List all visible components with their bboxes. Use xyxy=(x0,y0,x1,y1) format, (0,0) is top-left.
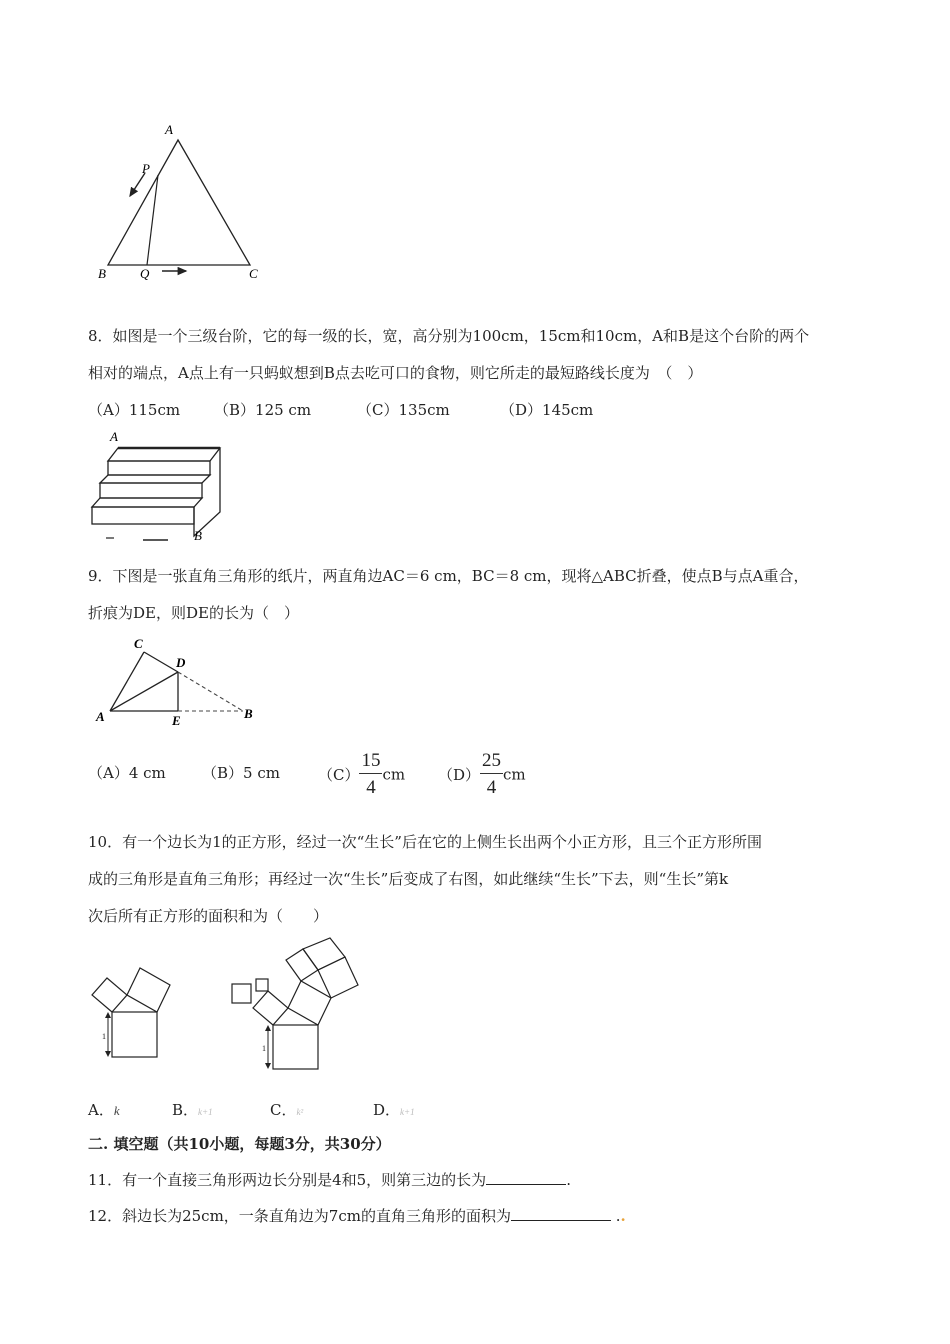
q12-end: . xyxy=(610,1207,621,1225)
figure-growth-2 xyxy=(226,935,386,1070)
q9-option-a: （A）4 cm xyxy=(88,764,166,782)
fold-label-d: D xyxy=(176,655,186,670)
fold-label-c: C xyxy=(134,636,143,651)
q10-option-a xyxy=(88,1099,120,1120)
label-a: A xyxy=(165,122,173,137)
q10-option-b-expr: k+1 xyxy=(198,1107,213,1117)
growth-1-side-label: 1 xyxy=(102,1032,106,1041)
section-heading-fill-in: 二. 填空题（共10小题，每题3分，共30分） xyxy=(88,1135,391,1153)
growth-2-side-label: 1 xyxy=(262,1044,266,1053)
q8-option-d: （D）145cm xyxy=(500,401,594,419)
segment-pq xyxy=(147,175,158,265)
q11 xyxy=(88,1170,571,1190)
q10-line-2: 成的三角形是直角三角形；再经过一次“生长”后变成了右图，如此继续“生长”下去，则“生长”第k xyxy=(88,870,729,888)
q8-line-1: 8．如图是一个三级台阶，它的每一级的长，宽，高分别为100cm，15cm和10cm，A和B是这个台阶的两个 xyxy=(88,327,810,345)
q10-option-c-prefix: C． xyxy=(270,1101,297,1119)
q10-option-c-expr: k² xyxy=(296,1107,304,1117)
label-q: Q xyxy=(140,266,150,281)
q11-text: 11．有一个直接三角形两边长分别是4和5，则第三边的长为 xyxy=(88,1171,487,1189)
q8-option-b: （B）125 cm xyxy=(214,401,312,419)
figure-stairs xyxy=(88,428,248,542)
q9-option-d-numerator: 25 xyxy=(480,750,503,774)
figure-fold-triangle xyxy=(90,634,270,730)
q8-option-c: （C）135cm xyxy=(357,401,450,419)
q9-line-2: 折痕为DE，则DE的长为（ ） xyxy=(88,604,299,622)
arrow-p-icon xyxy=(130,173,145,196)
q9-option-c-numerator: 15 xyxy=(359,750,382,774)
q9-option-d-prefix: （D） xyxy=(438,766,481,784)
fold-label-b: B xyxy=(244,706,253,721)
q9-option-c xyxy=(318,750,405,799)
q9-option-d-denominator: 4 xyxy=(486,777,497,798)
q8-line-2: 相对的端点，A点上有一只蚂蚁想到B点去吃可口的食物，则它所走的最短路线长度为 （ ） xyxy=(88,364,703,382)
q9-option-d-fraction xyxy=(480,750,503,799)
q10-option-d-prefix: D． xyxy=(373,1101,401,1119)
q9-option-c-denominator: 4 xyxy=(366,777,376,798)
figure-growth-1 xyxy=(88,955,188,1065)
q8-option-a: （A）115cm xyxy=(88,401,181,419)
q9-option-c-unit: cm xyxy=(382,765,406,784)
q12 xyxy=(88,1206,626,1226)
stairs-label-a: A xyxy=(110,429,118,444)
q9-option-d xyxy=(438,750,526,799)
q10-option-d-expr: k+1 xyxy=(400,1107,415,1117)
q10-option-a-prefix: A． xyxy=(88,1101,114,1119)
q10-line-1: 10．有一个边长为1的正方形，经过一次“生长”后在它的上侧生长出两个小正方形，且三个正方形所围 xyxy=(88,833,762,851)
triangle-abc xyxy=(108,140,250,265)
q10-option-b xyxy=(172,1099,213,1120)
q10-option-a-expr: k xyxy=(113,1103,120,1118)
q12-orange-dot: . xyxy=(620,1207,626,1225)
q10-option-c xyxy=(270,1099,303,1120)
q10-line-3: 次后所有正方形的面积和为（ ） xyxy=(88,907,329,925)
q9-option-c-fraction xyxy=(359,750,382,799)
q12-text: 12．斜边长为25cm，一条直角边为7cm的直角三角形的面积为 xyxy=(88,1207,511,1225)
q10-option-d xyxy=(373,1099,415,1120)
figure-triangle-apq xyxy=(90,118,280,288)
q9-option-b: （B）5 cm xyxy=(202,764,280,782)
label-b: B xyxy=(98,266,106,281)
label-p: P xyxy=(142,161,150,176)
stairs-label-b: B xyxy=(194,528,202,542)
q11-end: . xyxy=(566,1171,571,1189)
q10-option-b-prefix: B． xyxy=(172,1101,199,1119)
fold-label-e: E xyxy=(172,713,181,728)
q12-answer-blank[interactable] xyxy=(511,1206,611,1221)
label-c: C xyxy=(249,266,258,281)
q9-line-1: 9．下图是一张直角三角形的纸片，两直角边AC＝6 cm，BC＝8 cm，现将△ABC折叠，使点B与点A重合， xyxy=(88,567,809,585)
q9-option-c-prefix: （C） xyxy=(318,766,360,784)
q11-answer-blank[interactable] xyxy=(486,1170,566,1185)
fold-label-a: A xyxy=(96,709,105,724)
q9-option-d-unit: cm xyxy=(503,765,526,784)
